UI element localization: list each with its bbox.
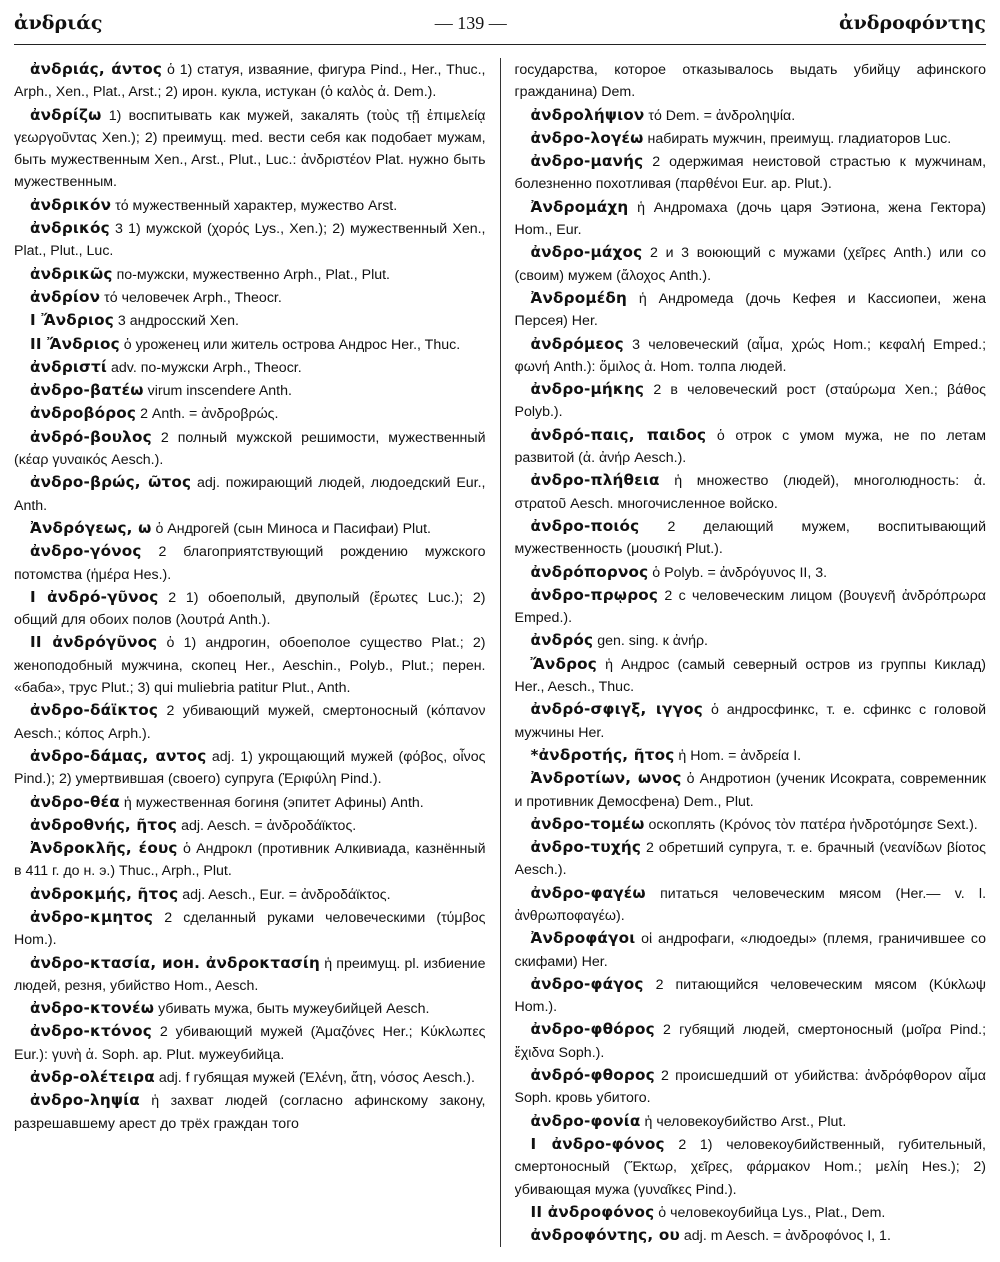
entry-headword: II Ἄνδριος (30, 334, 120, 353)
dictionary-entry (14, 631, 486, 699)
entry-headword: Ἀνδρομάχη (530, 197, 629, 216)
entry-headword: ἀνδρο-ποιός (530, 516, 640, 535)
entry-definition: ἡ Андрос (самый северный остров из группы Киклад) Her., Aesch., Thuc. (514, 656, 987, 696)
dictionary-entry (14, 333, 486, 356)
entry-definition: ὁ 1) статуя, изваяние, фигура Pind., Her., Thuc., Arph., Xen., Plat., Arst.; 2) ирон. кукла, истукан (ὁ καλὸς ἀ. Dem.). (14, 62, 486, 101)
dictionary-entry (515, 973, 987, 1019)
entry-headword: Ἀνδρόγεως, ω (30, 518, 152, 537)
entry-definition: ὁ Андрокл (противник Алкивиада, казнённый в 411 г. до н. э.) Thuc., Arph., Plut. (14, 841, 486, 880)
entry-headword: ἀνδρόμεος (530, 334, 624, 353)
entry-definition: набирать мужчин, преимущ. гладиаторов Luc. (647, 130, 952, 147)
entry-definition: ἡ человекоубийство Arst., Plut. (644, 1113, 847, 1130)
dictionary-entry (14, 402, 486, 425)
dictionary-entry (14, 837, 486, 883)
entry-headword: ἀνδρο-λογέω (530, 128, 644, 147)
dictionary-entry (14, 997, 486, 1020)
entry-headword: ἀνδρο-βατέω (30, 381, 144, 400)
dictionary-entry (515, 333, 987, 379)
dictionary-entry (14, 517, 486, 540)
dictionary-entry (14, 1020, 486, 1066)
entry-headword: *ἀνδροτής, ῆτος (530, 745, 675, 764)
entry-definition: 2 1) обоеполый, двуполый (ἔρωτες Luc.); 2) общий для обоих полов (λουτρά Anth.). (14, 589, 486, 629)
dictionary-entry (515, 927, 987, 973)
dictionary-entry (515, 744, 987, 767)
entry-headword: ἀνδρο-θέα (30, 792, 120, 811)
entry-headword: ἀνδρίζω (30, 105, 102, 124)
entry-headword: ἀνδρο-φθόρος (530, 1020, 655, 1039)
dictionary-entry (14, 745, 486, 791)
dictionary-entry (515, 629, 987, 652)
entry-definition: adj. 1) укрощающий мужей (φόβος, οἶνος Pind.); 2) умертвившая (своего) супруга (Ἐριφύλη Pind.). (14, 748, 486, 788)
dictionary-entry (515, 515, 987, 561)
entry-definition: 2 губящий людей, смертоносный (μοῖρα Pind.; ἔχιδνα Soph.). (514, 1022, 987, 1061)
dictionary-entry (14, 309, 486, 332)
right-guideword: ἀνδροφόντης (839, 12, 986, 34)
entry-definition: 2 1) человекоубийственный, губительный, смертоносный (Ἕκτωρ, χεῖρες, φάρμακον Hom.; μελίη Hes.); 2) убивающая мужа (γυναῖκες Pind.). (514, 1136, 987, 1198)
entry-definition: adj. пожирающий людей, людоедский Eur., Anth. (14, 475, 486, 514)
dictionary-entry (515, 1110, 987, 1133)
dictionary-entry (515, 1064, 987, 1110)
entry-headword: ἀνδρο-φάγος (530, 974, 644, 993)
entry-headword: ἀνδρικόν (30, 195, 112, 214)
entry-definition: питаться человеческим мясом (Her.— v. l. ἀνθρωποφαγέω). (514, 885, 987, 924)
entry-headword: ἀνδρο-πλήθεια (530, 471, 660, 490)
entry-definition: ἡ Андромаха (дочь царя Ээтиона, жена Гектора) Hom., Eur. (514, 199, 987, 239)
dictionary-entry (14, 286, 486, 309)
entry-headword: II ἀνδρόγῦνος (30, 633, 158, 652)
entry-definition: adj. Aesch. = ἀνδροδάϊκτος. (181, 817, 357, 834)
dictionary-entry (14, 814, 486, 837)
entry-definition: 2 обретший супруга, т. е. брачный (νεανίδων βίοτος Aesch.). (514, 840, 987, 879)
dictionary-entry (14, 1089, 486, 1135)
entry-definition: 2 полный мужской решимости, мужественный (κέαρ γυναικός Aesch.). (14, 429, 486, 469)
entry-headword: ἀνδρο-βρώς, ῶτος (30, 473, 192, 492)
dictionary-entry (515, 58, 987, 104)
entry-definition: τό человечек Arph., Theocr. (104, 289, 282, 306)
entry-definition: 2 питающийся человеческим мясом (Κύκλωψ Hom.). (514, 976, 987, 1016)
dictionary-entry (515, 378, 987, 424)
dictionary-entry (515, 127, 987, 150)
entry-definition: по-мужски, мужественно Arph., Plat., Plut. (116, 266, 390, 283)
entry-headword: ἀνδρο-πρῳρος (530, 585, 659, 604)
entry-headword: ἀνδρολήψιον (530, 105, 645, 124)
dictionary-entry (515, 150, 987, 196)
header-rule (14, 44, 986, 45)
dictionary-entry (515, 287, 987, 333)
entry-headword: II ἀνδροφόνος (530, 1202, 655, 1221)
dictionary-entry (14, 883, 486, 906)
entry-definition: 2 Anth. = ἀνδροβρώς. (140, 406, 279, 423)
entry-definition: gen. sing. к ἀνήρ. (597, 633, 708, 650)
dictionary-entry (515, 836, 987, 882)
dictionary-entry (14, 540, 486, 586)
entry-headword: ἀνδρο-κτασία, ион. ἀνδροκτασίη (30, 953, 321, 972)
entry-definition: 2 делающий мужем, воспитывающий мужественность (μουσική Plut.). (514, 518, 987, 558)
entry-headword: ἀνδρο-δάμας, αντος (30, 746, 207, 765)
entry-definition: ἡ мужественная богиня (эпитет Афины) Anth. (123, 794, 424, 811)
dictionary-entry (515, 882, 987, 928)
entry-headword: ἀνδρ-ολέτειρα (30, 1068, 155, 1087)
entry-headword: ἀνδρόπορνος (530, 562, 649, 581)
entry-definition: τό мужественный характер, мужество Arst. (115, 197, 398, 214)
dictionary-entry (14, 699, 486, 745)
dictionary-entry (515, 813, 987, 836)
dictionary-entry (14, 356, 486, 379)
entry-headword: Ἀνδροφάγοι (530, 929, 636, 948)
entry-headword: Ἀνδροκλῆς, έους (30, 839, 178, 858)
entry-definition: 3 1) мужской (χορός Lys., Xen.); 2) мужественный Xen., Plat., Plut., Luc. (14, 221, 486, 260)
dictionary-entry (515, 241, 987, 287)
dictionary-entry (515, 561, 987, 584)
entry-headword: ἀνδριστί (30, 357, 108, 376)
entry-headword: ἀνδρο-μάχος (530, 243, 643, 262)
entry-headword: ἀνδρο-κτόνος (30, 1022, 152, 1041)
entry-definition: adv. по-мужски Arph., Theocr. (111, 359, 302, 376)
entry-headword: ἀνδρό-φθορος (530, 1066, 655, 1085)
left-guideword: ἀνδριάς (14, 12, 103, 34)
entry-definition: 2 одержимая неистовой страстью к мужчинам, болезненно похотливая (παρθένοι Eur. ap. Plut.). (514, 154, 987, 193)
entry-definition: 3 андросский Xen. (117, 313, 239, 330)
entry-definition: ὁ 1) андрогин, обоеполое существо Plat.; 2) женоподобный мужчина, скопец Her., Aeschin., Polyb., Plut.; перен. «баба», трус Plut.; 3) qui muliebria patitur Plut., Anth. (14, 635, 486, 697)
entry-definition: 2 с человеческим лицом (βουγενῆ ἀνδρόπρωρα Emped.). (514, 587, 986, 627)
entry-headword: ἀνδρό-παις, παιδος (530, 425, 707, 444)
entry-definition: adj. Aesch., Eur. = ἀνδροδάϊκτος. (182, 886, 391, 903)
entry-definition: 2 убивающий мужей, смертоносный (κόπανον Aesch.; κόπος Arph.). (14, 703, 486, 742)
entry-definition: ἡ Андромеда (дочь Кефея и Кассиопеи, жена Персея) Her. (514, 290, 987, 330)
dictionary-entry (14, 104, 486, 194)
entry-definition: 2 сделанный руками человеческими (τύμβος Hom.). (14, 909, 486, 949)
entry-headword: ἀνδρικός (30, 219, 110, 238)
dictionary-entry (14, 586, 486, 632)
entry-definition: ὁ отрок с умом мужа, не по летам развитой (ἀ. ἀνήρ Aesch.). (514, 427, 987, 467)
entry-definition: ἡ преимущ. pl. избиение людей, резня, убийство Hom., Aesch. (14, 955, 486, 994)
entry-definition: 2 в человеческий рост (σταύρωμα Xen.; βάθος Polyb.). (514, 382, 987, 421)
entry-definition: τό Dem. = ἀνδροληψία. (648, 107, 796, 124)
entry-headword: I Ἄνδριος (30, 311, 114, 330)
dictionary-entry (14, 58, 486, 104)
entry-headword: Ἀνδροτίων, ωνος (530, 769, 682, 788)
entry-definition: 1) воспитывать как мужей, закалять (τοὺς τῇ ἐπιμελείᾳ γεωργοῦντας Xen.); 2) преимущ. med. вести себя как подобает мужам, быть мужественным Xen., Arst., Plut., Luc.: ἀνδριστέον Plat. нужно быть мужественным. (14, 107, 486, 191)
entry-headword: I ἀνδρό-γῦνος (30, 587, 159, 606)
dictionary-entry (515, 698, 987, 744)
dictionary-entry (14, 426, 486, 472)
dictionary-entry (14, 906, 486, 952)
dictionary-entry (515, 767, 987, 813)
dictionary-entry (515, 1133, 987, 1201)
entry-headword: ἀνδρό-σφιγξ, ιγγος (530, 700, 703, 719)
entry-definition: ὁ уроженец или житель острова Андрос Her., Thuc. (123, 336, 461, 353)
entry-headword: ἀνδρός (530, 631, 594, 650)
entry-definition: adj. m Aesch. = ἀνδροφόνος I, 1. (683, 1228, 891, 1245)
entry-headword: ἀνδροφόντης, ου (530, 1226, 680, 1245)
entry-definition: оскоплять (Κρόνος τὸν πατέρα ἠνδροτόμησε Sext.). (648, 816, 978, 833)
entry-headword: I ἀνδρο-φόνος (530, 1134, 665, 1153)
dictionary-entry (515, 424, 987, 470)
entry-headword: ἀνδρο-γόνος (30, 542, 142, 561)
entry-headword: ἀνδρο-ληψία (30, 1091, 140, 1110)
entry-headword: ἀνδροκμής, ῆτος (30, 884, 179, 903)
entry-headword: ἀνδρο-μανής (530, 152, 644, 171)
entry-definition: ὁ андросфинкс, т. е. сфинкс с головой мужчины Her. (514, 702, 987, 741)
dictionary-entry (515, 469, 987, 515)
entry-headword: Ἀνδρομέδη (530, 288, 628, 307)
entry-definition: ὁ Polyb. = ἀνδρόγυνος II, 3. (652, 564, 828, 581)
entry-headword: ἀνδρο-τομέω (530, 814, 645, 833)
entry-headword: ἀνδρο-κμητος (30, 907, 154, 926)
dictionary-entry (14, 791, 486, 814)
dictionary-entry (14, 952, 486, 998)
entry-definition: убивать мужа, быть мужеубийцей Aesch. (158, 1001, 430, 1018)
entry-definition: 2 и 3 воюющий с мужами (χεῖρες Anth.) или со (своим) мужем (ἄλοχος Anth.). (514, 245, 986, 284)
dictionary-entry (14, 263, 486, 286)
left-column (14, 58, 486, 1247)
entry-definition: 2 происшедший от убийства: ἀνδρόφθορον αἷμα Soph. кровь убитого. (514, 1068, 987, 1107)
entry-definition: ἡ множество (людей), многолюдность: ἀ. στρατοῦ Aesch. многочисленное войско. (514, 473, 987, 512)
entry-definition: adj. f губящая мужей (Ἑλένη, ἄτη, νόσος Aesch.). (158, 1070, 475, 1087)
entry-definition: οἱ андрофаги, «людоеды» (племя, граничившее со скифами) Her. (514, 931, 986, 970)
entry-headword: ἀνδρο-τυχής (530, 838, 642, 857)
entry-headword: ἀνδριάς, άντος (30, 60, 163, 78)
entry-headword: ἀνδρο-δάϊκτος (30, 701, 159, 720)
entry-definition: ἡ Hom. = ἀνδρεία I. (678, 747, 802, 764)
running-head (14, 12, 986, 42)
entry-definition: virum inscendere Anth. (147, 383, 292, 400)
entry-headword: ἀνδρο-φονία (530, 1111, 641, 1130)
dictionary-entry (14, 379, 486, 402)
entry-definition: 2 благоприятствующий рождению мужского потомства (ἡμέρα Hes.). (14, 544, 486, 583)
dictionary-entry (14, 217, 486, 263)
dictionary-entry (14, 1066, 486, 1089)
entry-definition: 2 убивающий мужей (Ἀμαζόνες Her.; Κύκλωπες Eur.): γυνὴ ἀ. Soph. ap. Plut. мужеубийца. (14, 1024, 486, 1063)
entry-definition: государства, которое отказывалось выдать убийцу афинского гражданина) Dem. (514, 62, 987, 101)
entry-headword: ἀνδρικῶς (30, 264, 113, 283)
dictionary-entry (14, 471, 486, 517)
column-divider (500, 58, 501, 1247)
columns (14, 58, 986, 1247)
dictionary-entry (515, 584, 987, 630)
entry-headword: ἀνδρό-βουλος (30, 427, 152, 446)
dictionary-entry (515, 653, 987, 699)
entry-definition: ὁ человекоубийца Lys., Plat., Dem. (658, 1204, 886, 1221)
right-column (515, 58, 987, 1247)
dictionary-entry (515, 1201, 987, 1224)
dictionary-entry (515, 1018, 987, 1064)
entry-headword: ἀνδρο-φαγέω (530, 883, 646, 902)
entry-headword: ἀνδροβόρος (30, 404, 137, 423)
entry-headword: Ἄνδρος (530, 654, 597, 673)
dictionary-entry (14, 194, 486, 217)
entry-headword: ἀνδρο-κτονέω (30, 999, 155, 1018)
entry-headword: ἀνδροθνής, ῆτος (30, 815, 178, 834)
dictionary-entry (515, 196, 987, 242)
entry-headword: ἀνδρίον (30, 287, 101, 306)
entry-definition: ὁ Андротион (ученик Исократа, современник и противник Демосфена) Dem., Plut. (514, 771, 987, 810)
page-number: — 139 — (434, 13, 507, 33)
dictionary-entry (515, 1224, 987, 1247)
entry-definition: ἡ захват людей (согласно афинскому закону, разрешавшему арест до трёх граждан того (14, 1093, 486, 1132)
dictionary-entry (515, 104, 987, 127)
entry-headword: ἀνδρο-μήκης (530, 380, 645, 399)
entry-definition: 3 человеческий (αἷμα, χρώς Hom.; κεφαλή Emped.; φωνή Anth.): ὅμιλος ἀ. Hom. толпа людей. (514, 336, 987, 375)
entry-definition: ὁ Андрогей (сын Миноса и Пасифаи) Plut. (155, 520, 431, 537)
